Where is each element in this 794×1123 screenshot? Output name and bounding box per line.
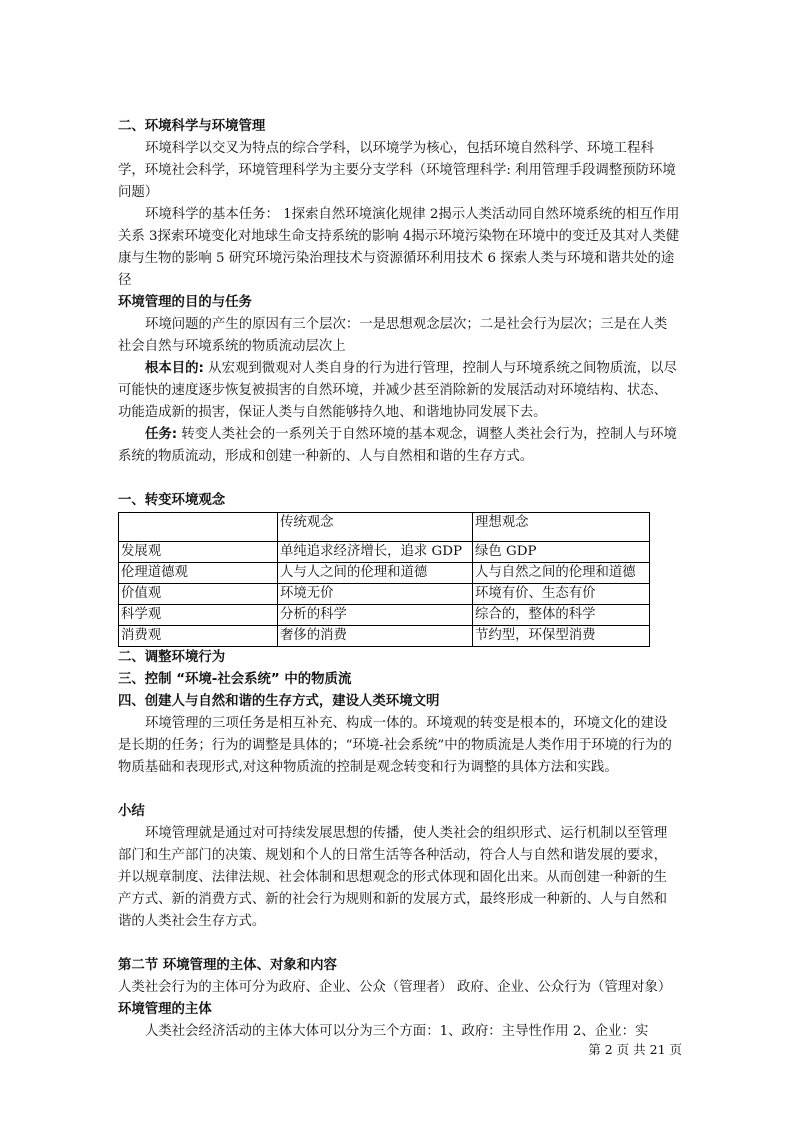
purpose-text: 从宏观到微观对人类自身的行为进行管理，控制人与环境系统之间物质流，以尽可能快的速度逐步恢复被损害的自然环境，并减少甚至消除新的发展活动对环境结构、状态、功能造成新的损害，保证人类与自然能够持久地、和谐地协同发展下去。 [118,361,677,420]
spacer [118,468,680,490]
heading-create-harmony: 四、创建人与自然和谐的生存方式，建设人类环境文明 [118,694,440,709]
table-row [119,584,650,605]
paragraph-fundamental-purpose [118,358,680,424]
table-cell: 价值观 [119,584,278,605]
table-row [119,563,650,584]
paragraph-summary: 环境管理就是通过对可持续发展思想的传播，使人类社会的组织形式、运行机制以至管理部门和生产部门的决策、规划和个人的日常生活等各种活动，符合人与自然和谐发展的要求，并以规章制度、法律法规、社会体制和思想观念的形式体现和固化出来。从而创建一种新的生产方式、新的消费方式、新的社会行为规则和新的发展方式，最终形成一种新的、人与自然和谐的人类社会生存方式。 [118,826,668,929]
heading-management-subject: 环境管理的主体 [118,1002,212,1017]
table-cell: 科学观 [119,605,278,626]
table-cell: 绿色 GDP [473,542,650,563]
table-cell: 单纯追求经济增长，追求 GDP [278,542,473,563]
table-cell: 人与自然之间的伦理和道德 [473,563,650,584]
table-cell: 环境无价 [278,584,473,605]
section-heading-env-science: 二、环境科学与环境管理 [118,119,266,134]
table-row [119,626,650,647]
table-cell: 节约型，环保型消费 [473,626,650,647]
heading-control-material-flow: 三、控制 “环境-社会系统” 中的物质流 [118,672,352,687]
table-cell: 人与人之间的伦理和道德 [278,563,473,584]
table-header-cell: 理想观念 [473,513,650,542]
table-cell: 消费观 [119,626,278,647]
paragraph-behavior-subjects: 人类社会行为的主体可分为政府、企业、公众（管理者） 政府、企业、公众行为（管理对象） [118,980,672,995]
table-row [119,605,650,626]
table-cell: 奢侈的消费 [278,626,473,647]
table-cell: 综合的，整体的科学 [473,605,650,626]
page-content [118,116,680,1043]
table-cell: 环境有价、生态有价 [473,584,650,605]
heading-goal-and-task: 环境管理的目的与任务 [118,295,252,310]
paragraph-economic-actors: 人类社会经济活动的主体大体可以分为三个方面：1、政府：主导性作用 2、企业：实 [145,1024,649,1039]
page-number-footer: 第 2 页 共 21 页 [588,1042,682,1057]
task-text: 转变人类社会的一系列关于自然环境的基本观念，调整人类社会行为，控制人与环境系统的物质流动，形成和创建一种新的、人与自然相和谐的生存方式。 [118,427,677,464]
table-header-cell [119,513,278,542]
table-cell: 分析的科学 [278,605,473,626]
table-cell: 伦理道德观 [119,563,278,584]
purpose-label: 根本目的: [145,361,204,376]
task-label: 任务: [145,427,178,442]
paragraph-task [118,424,680,468]
heading-adjust-behavior: 二、调整环境行为 [118,650,226,665]
spacer [118,933,680,955]
paragraph-env-science-definition: 环境科学以交叉为特点的综合学科，以环境学为核心，包括环境自然科学、环境工程科学，环境社会科学，环境管理科学为主要分支学科（环境管理科学: 利用管理手段调整预防环境问题） [118,141,676,200]
table-cell: 发展观 [119,542,278,563]
paragraph-env-science-tasks: 环境科学的基本任务： 1探索自然环境演化规律 2揭示人类活动同自然环境系统的相互作用关系 3探索环境变化对地球生命支持系统的影响 4揭示环境污染物在环境中的变迁及其对人类健康与生物的影响 5 研究环境污染治理技术与资源循环利用技术 6 探索人类与环境和谐共处的途径 [118,207,680,288]
table-row [119,542,650,563]
heading-summary: 小结 [118,804,145,819]
spacer [118,779,680,801]
heading-change-concept: 一、转变环境观念 [118,493,226,508]
table-header-row [119,513,650,542]
table-header-cell: 传统观念 [278,513,473,542]
concept-comparison-table [118,512,650,647]
paragraph-three-tasks: 环境管理的三项任务是相互补充、构成一体的。环境观的转变是根本的，环境文化的建设是长期的任务；行为的调整是具体的；“环境-社会系统”中的物质流是人类作用于环境的行为的物质基础和表现形式,对这种物质流的控制是观念转变和行为调整的具体方法和实践。 [118,716,672,775]
heading-section-two: 第二节 环境管理的主体、对象和内容 [118,958,337,973]
paragraph-problem-levels: 环境问题的产生的原因有三个层次：一是思想观念层次；二是社会行为层次；三是在人类社会自然与环境系统的物质流动层次上 [118,317,668,354]
